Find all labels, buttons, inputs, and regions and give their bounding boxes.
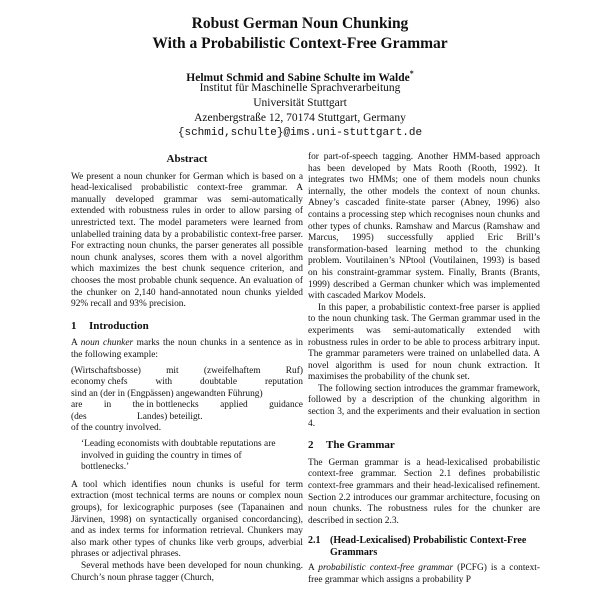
example-token: guidance bbox=[269, 400, 303, 411]
affiliation-institute: Institut für Maschinelle Sprachverarbeitung bbox=[199, 82, 401, 94]
subsection-2-1-number: 2.1 bbox=[308, 535, 321, 547]
intro-p1-pre: A bbox=[71, 338, 81, 349]
intro-p1-post: marks the noun chunks in a sentence as in the following example: bbox=[71, 338, 303, 360]
example-row: sind an (der in (Engpässen) angewandten Führung) bbox=[71, 388, 263, 399]
example-row bbox=[71, 366, 303, 378]
grammar-p2-post: (PCFG) is a context-free grammar which assigns a probability P bbox=[308, 563, 541, 585]
example-row: of the country involved. bbox=[71, 423, 162, 434]
left-column bbox=[71, 152, 303, 584]
right-paragraph-1: for part-of-speech tagging. Another HMM-based approach has been developed by Mats Rooth (Rooth, 1992). It integrates two HMMs; one of them models noun chunks internally, the other models the context of noun chunks. Abney’s cascaded finite-state parser (Abney, 1996) also contains a processing step which recognises noun chunks and other types of chunks. Ramshaw and Marcus (Ramshaw and Marcus, 1995) successfully applied Eric Brill’s transformation-based learning method to the chunking problem. Voutilainen’s NPtool (Voutilainen, 1993) is based on his constraint-grammar system. Finally, Brants (Brants, 1999) described a German chunker which was implemented with cascaded Markov Models. bbox=[308, 152, 540, 302]
affiliation-university: Universität Stuttgart bbox=[253, 97, 347, 109]
example-token: Ruf) bbox=[285, 365, 303, 376]
section-1-title: Introduction bbox=[89, 319, 149, 332]
authors-footnote-mark: * bbox=[409, 69, 414, 78]
example-token: (des bbox=[71, 411, 87, 422]
section-2-title: The Grammar bbox=[326, 439, 395, 452]
grammar-p2-pre: A bbox=[308, 563, 319, 574]
right-paragraph-2: In this paper, a probabilistic context-free parser is applied to the noun chunking task. The German grammar used in the experiments was semi-automatically extended with robustness rules in order to be able to process arbitrary input. The grammar parameters were trained on unlabelled data. A novel algorithm is used for noun chunk extraction. It maximises the probability of the chunk set. bbox=[308, 302, 540, 383]
abstract-heading: Abstract bbox=[166, 153, 208, 165]
subsection-2-1-heading bbox=[308, 535, 540, 559]
example-token: (Wirtschaftsbosse) bbox=[71, 365, 141, 376]
grammar-paragraph-1: The German grammar is a head-lexicalised probabilistic context-free grammar. Section 2.1 defines probabilistic context-free grammars and their head-lexicalised refinement. Section 2.2 introduces our grammar architecture, focusing on noun chunks. The robustness rules for the chunker are described in section 2.3. bbox=[308, 457, 540, 526]
abstract-text: We present a noun chunker for German which is based on a head-lexicalised probabilistic context-free grammar. A manually developed grammar was semi-automatically extended with robustness rules in order to allow parsing of unrestricted text. The model parameters were learned from unlabelled training data by a probabilistic context-free parser. For extracting noun chunks, the parser generates all possible noun chunk analyses, scores them with a novel algorithm which maximizes the best chunk sequence criterion, and chooses the most probable chunk sequence. An evaluation of the chunker on 2,140 hand-annotated noun chunks yielded 92% recall and 93% precision. bbox=[71, 171, 303, 310]
example-token: Landes) beteiligt. bbox=[137, 411, 203, 422]
intro-paragraph-1 bbox=[71, 338, 303, 361]
example-token: in bbox=[103, 400, 112, 411]
abstract-block bbox=[71, 172, 303, 311]
chunk-example bbox=[71, 366, 303, 436]
intro-paragraph-2: A tool which identifies noun chunks is useful for term extraction (most technical terms are nouns or complex noun groups), for lexicographic purposes (see (Tapanainen and Järvinen, 1998) on syntactically organised concordancing), and as index terms for information retrieval. Chunkers may also mark other types of chunks like verb groups, adverbial phrases or adjectival phrases. bbox=[71, 479, 303, 560]
example-translation: ‘Leading economists with doubtable reputations are involved in guiding the country in times of bottlenecks.’ bbox=[81, 439, 276, 473]
section-1-number: 1 bbox=[71, 319, 77, 332]
section-2-heading bbox=[308, 440, 540, 452]
example-token: economy chefs bbox=[71, 377, 128, 388]
example-token: doubtable bbox=[200, 377, 238, 388]
example-token: the in bottlenecks bbox=[132, 400, 199, 411]
section-2-number: 2 bbox=[308, 439, 314, 452]
example-token: (zweifelhaftem bbox=[203, 365, 261, 376]
example-token: are bbox=[71, 400, 83, 411]
affiliation-email: {schmid,schulte}@ims.uni-stuttgart.de bbox=[177, 127, 423, 139]
paper-title-line1: Robust German Noun Chunking bbox=[191, 15, 409, 32]
example-row bbox=[71, 412, 303, 424]
example-token: reputation bbox=[264, 377, 303, 388]
example-token: with bbox=[155, 377, 173, 388]
example-token: applied bbox=[220, 400, 248, 411]
grammar-paragraph-2 bbox=[308, 563, 540, 586]
authors-text: Helmut Schmid and Sabine Schulte im Walde bbox=[186, 71, 410, 84]
affiliation-address: Azenbergstraße 12, 70174 Stuttgart, Germany bbox=[194, 112, 406, 124]
paper-title-line2: With a Probabilistic Context-Free Grammar bbox=[152, 35, 448, 52]
right-paragraph-3: The following section introduces the grammar framework, followed by a description of the chunking algorithm in section 3, and the experiments and their evaluation in section 4. bbox=[308, 383, 540, 429]
section-1-heading bbox=[71, 321, 303, 333]
example-row bbox=[71, 377, 303, 389]
intro-paragraph-3: Several methods have been developed for noun chunking. Church’s noun phrase tagger (Church, bbox=[71, 561, 303, 583]
subsection-2-1-title: (Head-Lexicalised) Probabilistic Context-Free Grammars bbox=[330, 535, 527, 559]
grammar-p2-term: probabilistic context-free grammar bbox=[318, 563, 454, 574]
example-row bbox=[71, 400, 303, 412]
example-token: mit bbox=[166, 365, 179, 376]
intro-p1-term: noun chunker bbox=[80, 338, 134, 349]
right-column bbox=[308, 152, 540, 587]
